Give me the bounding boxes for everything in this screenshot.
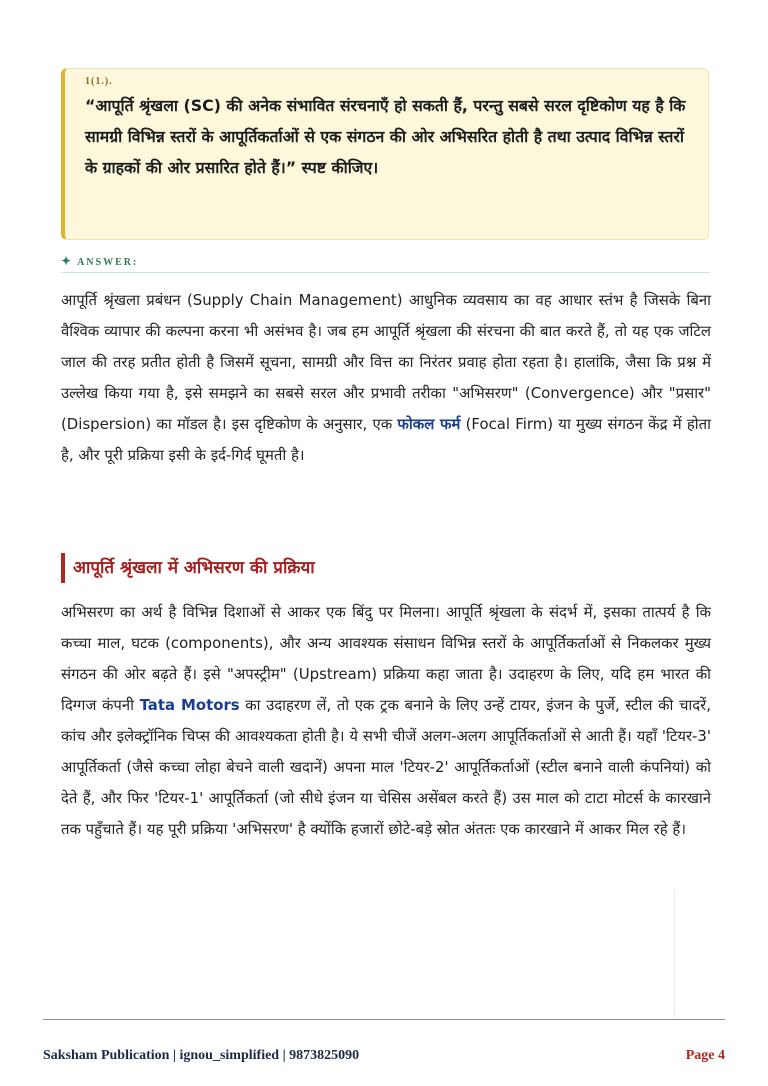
page-number: Page 4 bbox=[685, 1048, 725, 1063]
section-heading: आपूर्ति श्रृंखला में अभिसरण की प्रक्रिया bbox=[61, 553, 315, 583]
tata-motors-highlight: Tata Motors bbox=[139, 696, 240, 714]
footer-publisher: Saksham Publication | ignou_simplified | 9873825090 bbox=[43, 1048, 360, 1063]
answer-label-text: ANSWER: bbox=[77, 257, 139, 268]
focal-firm-highlight: फोकल फर्म bbox=[397, 415, 461, 433]
question-text: “आपूर्ति श्रृंखला (SC) की अनेक संभावित संरचनाएँ हो सकती हैं, परन्तु सबसे सरल दृष्टिकोण यह है कि सामग्री विभिन्न स्तरों के आपूर्तिकर्ताओं से एक संगठन की ओर अभिसरित होती है तथा उत्पाद विभिन्न स्तरों के ग्राहकों की ओर प्रसारित होते हैं।” स्पष्ट कीजिए। bbox=[85, 96, 686, 177]
convergence-text-part1: अभिसरण का अर्थ है विभिन्न दिशाओं से आकर एक बिंदु पर मिलना। आपूर्ति श्रृंखला के संदर्भ में, इसका तात्पर्य है कि कच्चा माल, घटक (components), और अन्य आवश्यक संसाधन विभिन्न स्तरों के आपूर्तिकर्ताओं से निकलकर मुख्य संगठन की ओर बढ़ते हैं। इसे "अपस्ट्रीम" (Upstream) प्रक्रिया कहा जाता है। उदाहरण के लिए, यदि हम भारत की दिग्गज कंपनी bbox=[61, 603, 711, 714]
margin-guide-line bbox=[674, 890, 675, 1018]
intro-text-part1: आपूर्ति श्रृंखला प्रबंधन (Supply Chain Management) आधुनिक व्यवसाय का वह आधार स्तंभ है जिसके बिना वैश्विक व्यापार की कल्पना करना भी असंभव है। जब हम आपूर्ति श्रृंखला की संरचना की बात करते हैं, तो यह एक जटिल जाल की तरह प्रतीत होती है जिसमें सूचना, सामग्री और वित्त का निरंतर प्रवाह होता रहता है। हालांकि, जैसा कि प्रश्न में उल्लेख किया गया है, इसे समझने का सबसे सरल और प्रभावी तरीका "अभिसरण" (Convergence) और "प्रसार" (Dispersion) का मॉडल है। इस दृष्टिकोण के अनुसार, एक bbox=[61, 291, 711, 433]
footer-divider bbox=[43, 1019, 725, 1020]
sparkle-icon: ✦ bbox=[61, 254, 74, 268]
question-box bbox=[61, 68, 709, 240]
intro-paragraph bbox=[61, 285, 711, 471]
answer-label bbox=[61, 254, 138, 269]
intro-text-part2: (Focal Firm) या मुख्य संगठन केंद्र में होता है, और पूरी प्रक्रिया इसी के इर्द-गिर्द घूमती है। bbox=[61, 415, 711, 464]
answer-divider bbox=[61, 272, 710, 273]
convergence-text-part2: का उदाहरण लें, तो एक ट्रक बनाने के लिए उन्हें टायर, इंजन के पुर्जे, स्टील की चादरें, कांच और इलेक्ट्रॉनिक चिप्स की आवश्यकता होती है। ये सभी चीजें अलग-अलग आपूर्तिकर्ताओं से आती हैं। यहाँ 'टियर-3' आपूर्तिकर्ता (जैसे कच्चा लोहा बेचने वाली खदानें) अपना माल 'टियर-2' आपूर्तिकर्ताओं (स्टील बनाने वाली कंपनियां) को देते हैं, और फिर 'टियर-1' आपूर्तिकर्ता (जो सीधे इंजन या चेसिस असेंबल करते हैं) उस माल को टाटा मोटर्स के कारखाने तक पहुँचाते हैं। यह पूरी प्रक्रिया 'अभिसरण' है क्योंकि हजारों छोटे-बड़े स्रोत अंततः एक कारखाने में आकर मिल रहे हैं। bbox=[61, 696, 711, 838]
convergence-paragraph bbox=[61, 597, 711, 845]
question-number: 1(1.). bbox=[85, 76, 113, 87]
